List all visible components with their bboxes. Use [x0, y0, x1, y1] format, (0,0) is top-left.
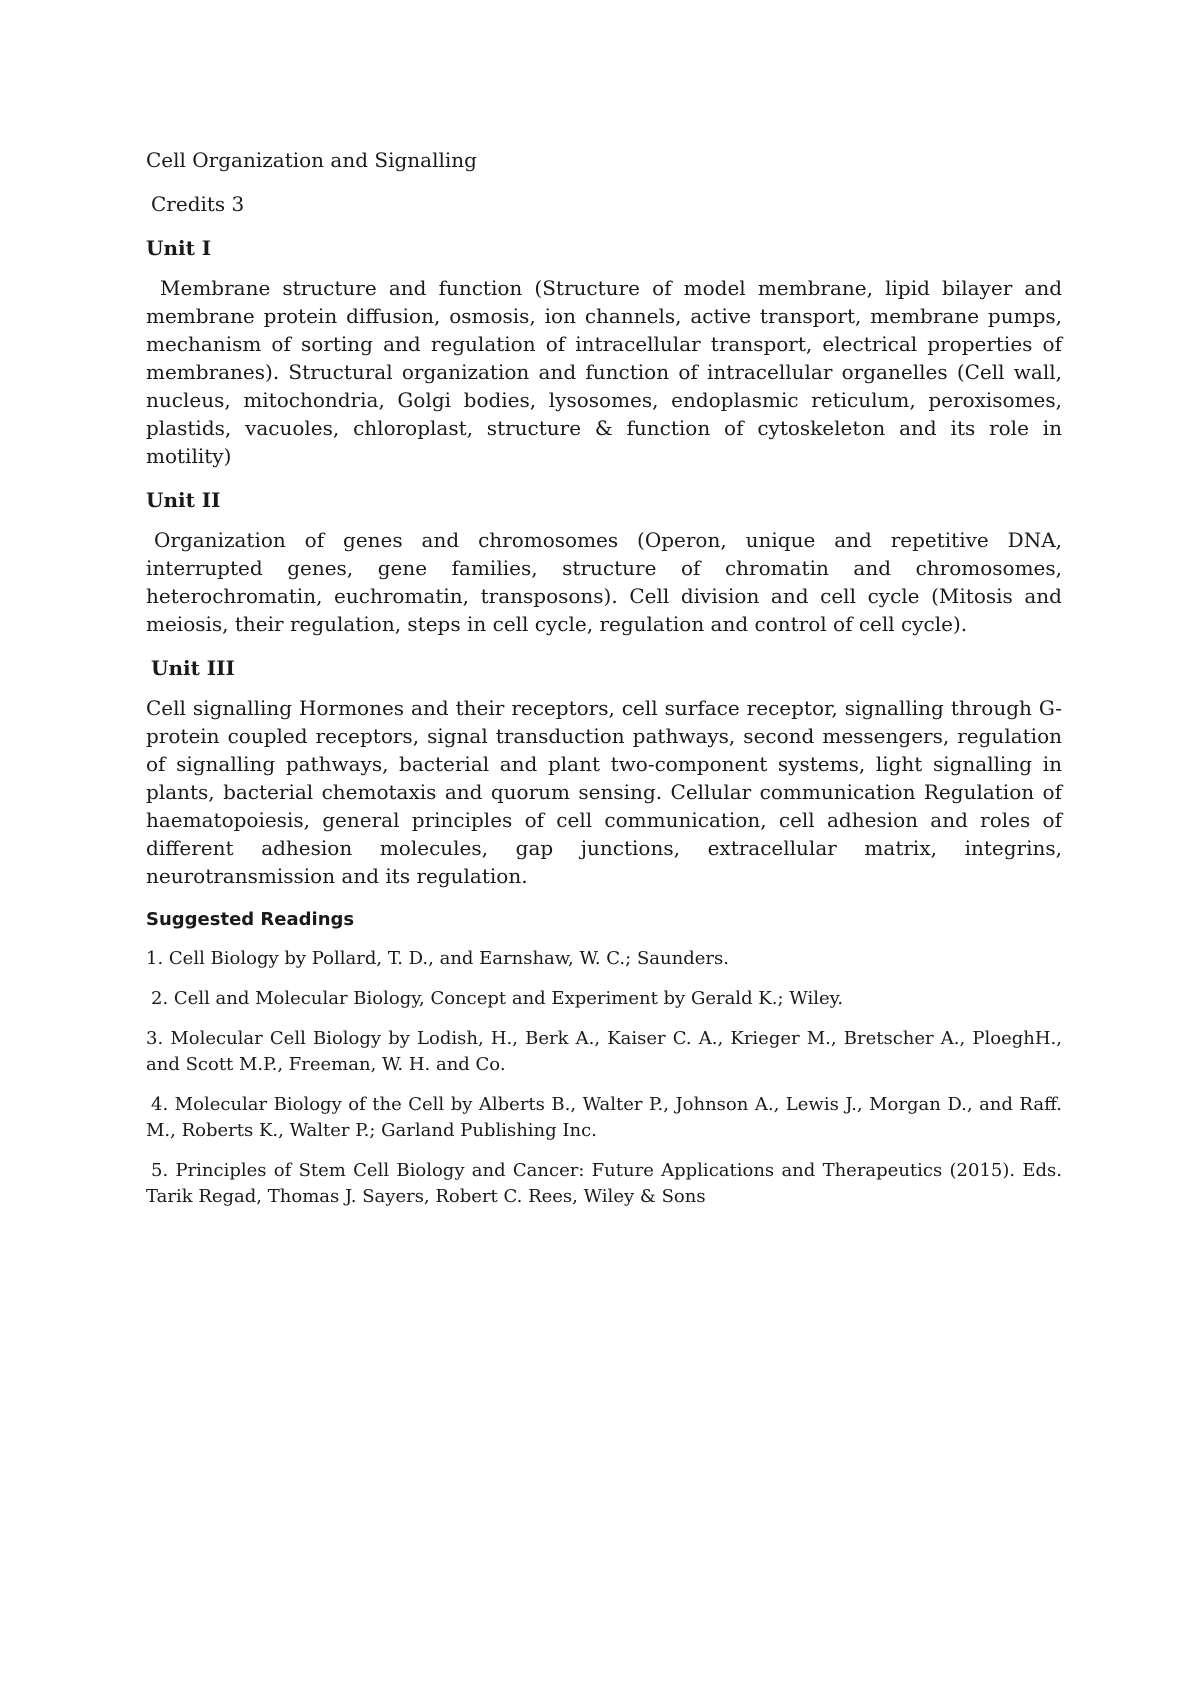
reading-item-2: 2. Cell and Molecular Biology, Concept and Experiment by Gerald K.; Wiley.	[151, 988, 844, 1009]
reading-item-1: 1. Cell Biology by Pollard, T. D., and Earnshaw, W. C.; Saunders.	[146, 948, 729, 969]
reading-item-3: 3. Molecular Cell Biology by Lodish, H., Berk A., Kaiser C. A., Krieger M., Bretscher A., PloeghH., and Scott M.P., Freeman, W. H. and Co.	[146, 1028, 1062, 1075]
reading-item-5: 5. Principles of Stem Cell Biology and Cancer: Future Applications and Therapeutics (2015). Eds. Tarik Regad, Thomas J. Sayers, Robert C. Rees, Wiley & Sons	[146, 1160, 1062, 1207]
unit-3-body: Cell signalling Hormones and their receptors, cell surface receptor, signalling through G-protein coupled receptors, signal transduction pathways, second messengers, regulation of signalling pathways, bacterial and plant two-component systems, light signalling in plants, bacterial chemotaxis and quorum sensing. Cellular communication Regulation of haematopoiesis, general principles of cell communication, cell adhesion and roles of different adhesion molecules, gap junctions, extracellular matrix, integrins, neurotransmission and its regulation.	[146, 696, 1062, 888]
unit-1-heading: Unit I	[146, 236, 212, 260]
unit-1-body: Membrane structure and function (Structure of model membrane, lipid bilayer and membrane protein diffusion, osmosis, ion channels, active transport, membrane pumps, mechanism of sorting and regulation of intracellular transport, electrical properties of membranes). Structural organization and function of intracellular organelles (Cell wall, nucleus, mitochondria, Golgi bodies, lysosomes, endoplasmic reticulum, peroxisomes, plastids, vacuoles, chloroplast, structure & function of cytoskeleton and its role in motility)	[146, 276, 1062, 468]
document-content	[146, 146, 1062, 1224]
reading-item-4: 4. Molecular Biology of the Cell by Alberts B., Walter P., Johnson A., Lewis J., Morgan D., and Raff. M., Roberts K., Walter P.; Garland Publishing Inc.	[146, 1094, 1062, 1141]
unit-2-heading: Unit II	[146, 488, 221, 512]
course-title: Cell Organization and Signalling	[146, 148, 477, 172]
unit-3-heading: Unit III	[151, 656, 235, 680]
unit-2-body: Organization of genes and chromosomes (Operon, unique and repetitive DNA, interrupted genes, gene families, structure of chromatin and chromosomes, heterochromatin, euchromatin, transposons). Cell division and cell cycle (Mitosis and meiosis, their regulation, steps in cell cycle, regulation and control of cell cycle).	[146, 528, 1062, 636]
course-credits: Credits 3	[151, 192, 245, 216]
suggested-readings-heading: Suggested Readings	[146, 909, 355, 930]
